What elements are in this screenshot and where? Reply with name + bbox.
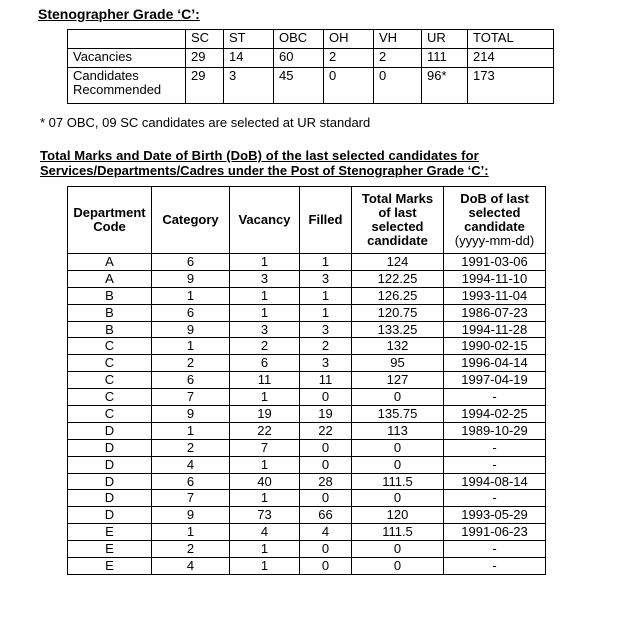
summary-cell: 45 — [274, 68, 324, 104]
summary-row-label: Vacancies — [68, 49, 186, 68]
cell-department-code: A — [68, 254, 152, 271]
summary-cell: 0 — [324, 68, 374, 104]
cell-department-code: E — [68, 541, 152, 558]
header-category: Category — [152, 187, 230, 254]
summary-cell: 96* — [422, 68, 468, 104]
cell-category: 9 — [152, 321, 230, 338]
marks-table — [67, 186, 546, 575]
marks-header-row — [68, 187, 546, 254]
cell-filled: 19 — [300, 406, 352, 423]
table-row — [68, 287, 546, 304]
cell-category: 4 — [152, 558, 230, 575]
cell-total-marks: 0 — [352, 490, 444, 507]
cell-filled: 0 — [300, 456, 352, 473]
cell-category: 2 — [152, 541, 230, 558]
header-line: candidate — [367, 233, 428, 248]
cell-department-code: A — [68, 270, 152, 287]
header-line: Code — [93, 219, 126, 234]
cell-category: 7 — [152, 490, 230, 507]
cell-filled: 4 — [300, 524, 352, 541]
cell-filled: 1 — [300, 304, 352, 321]
cell-vacancy: 73 — [230, 507, 300, 524]
cell-total-marks: 132 — [352, 338, 444, 355]
header-line: selected — [468, 205, 521, 220]
summary-row-label-line: Recommended — [73, 82, 162, 97]
cell-vacancy: 19 — [230, 406, 300, 423]
table-row — [68, 490, 546, 507]
table-row — [68, 338, 546, 355]
header-dob — [444, 187, 546, 254]
cell-department-code: D — [68, 507, 152, 524]
table-row — [68, 473, 546, 490]
summary-cell: 3 — [224, 68, 274, 104]
cell-vacancy: 7 — [230, 439, 300, 456]
cell-category: 1 — [152, 524, 230, 541]
cell-dob: - — [444, 541, 546, 558]
table-row — [68, 524, 546, 541]
cell-department-code: D — [68, 439, 152, 456]
cell-department-code: C — [68, 355, 152, 372]
summary-header-cell: OH — [324, 30, 374, 49]
cell-department-code: B — [68, 287, 152, 304]
cell-dob: 1986-07-23 — [444, 304, 546, 321]
cell-category: 6 — [152, 473, 230, 490]
cell-department-code: C — [68, 389, 152, 406]
header-department-code — [68, 187, 152, 254]
cell-vacancy: 1 — [230, 287, 300, 304]
cell-department-code: E — [68, 558, 152, 575]
cell-filled: 22 — [300, 422, 352, 439]
summary-row-vacancies — [68, 49, 554, 68]
cell-department-code: D — [68, 473, 152, 490]
cell-department-code: B — [68, 304, 152, 321]
cell-category: 9 — [152, 406, 230, 423]
cell-total-marks: 120 — [352, 507, 444, 524]
cell-dob: 1996-04-14 — [444, 355, 546, 372]
cell-total-marks: 135.75 — [352, 406, 444, 423]
summary-cell: 2 — [324, 49, 374, 68]
summary-cell: 111 — [422, 49, 468, 68]
summary-cell: 214 — [468, 49, 554, 68]
header-filled: Filled — [300, 187, 352, 254]
cell-department-code: D — [68, 422, 152, 439]
cell-vacancy: 4 — [230, 524, 300, 541]
cell-category: 1 — [152, 287, 230, 304]
cell-dob: 1991-06-23 — [444, 524, 546, 541]
cell-dob: - — [444, 558, 546, 575]
table-row — [68, 355, 546, 372]
header-vacancy: Vacancy — [230, 187, 300, 254]
summary-row-recommended — [68, 68, 554, 104]
summary-corner-cell — [68, 30, 186, 49]
section-title-marks-line1: Total Marks and Date of Birth (DoB) of the last selected candidates for — [40, 148, 479, 163]
table-row — [68, 321, 546, 338]
marks-table-body — [68, 254, 546, 575]
cell-vacancy: 40 — [230, 473, 300, 490]
summary-header-cell: ST — [224, 30, 274, 49]
section-title-stenographer: Stenographer Grade ‘C’: — [38, 6, 200, 22]
cell-dob: 1994-11-28 — [444, 321, 546, 338]
summary-cell: 29 — [186, 49, 224, 68]
table-row — [68, 389, 546, 406]
cell-filled: 66 — [300, 507, 352, 524]
cell-vacancy: 3 — [230, 270, 300, 287]
header-line: Department — [73, 205, 146, 220]
summary-header-cell: VH — [374, 30, 422, 49]
cell-dob: 1997-04-19 — [444, 372, 546, 389]
summary-header-cell: UR — [422, 30, 468, 49]
header-line: selected — [371, 219, 424, 234]
cell-filled: 0 — [300, 541, 352, 558]
cell-vacancy: 6 — [230, 355, 300, 372]
cell-dob: 1994-08-14 — [444, 473, 546, 490]
cell-department-code: C — [68, 372, 152, 389]
cell-department-code: C — [68, 406, 152, 423]
table-row — [68, 558, 546, 575]
cell-filled: 3 — [300, 355, 352, 372]
cell-vacancy: 1 — [230, 541, 300, 558]
summary-cell: 173 — [468, 68, 554, 104]
summary-cell: 14 — [224, 49, 274, 68]
cell-vacancy: 1 — [230, 558, 300, 575]
summary-cell: 0 — [374, 68, 422, 104]
cell-category: 1 — [152, 338, 230, 355]
cell-dob: 1989-10-29 — [444, 422, 546, 439]
cell-total-marks: 111.5 — [352, 473, 444, 490]
table-row — [68, 507, 546, 524]
cell-filled: 11 — [300, 372, 352, 389]
cell-department-code: E — [68, 524, 152, 541]
cell-category: 7 — [152, 389, 230, 406]
header-line: (yyyy-mm-dd) — [454, 233, 535, 248]
cell-department-code: D — [68, 490, 152, 507]
cell-department-code: C — [68, 338, 152, 355]
header-line: candidate — [464, 219, 525, 234]
cell-vacancy: 1 — [230, 490, 300, 507]
summary-row-label-line: Candidates — [73, 68, 139, 83]
cell-filled: 0 — [300, 490, 352, 507]
header-total-marks — [352, 187, 444, 254]
cell-department-code: D — [68, 456, 152, 473]
cell-total-marks: 122.25 — [352, 270, 444, 287]
cell-dob: 1990-02-15 — [444, 338, 546, 355]
summary-header-cell: TOTAL — [468, 30, 554, 49]
cell-filled: 3 — [300, 270, 352, 287]
cell-total-marks: 133.25 — [352, 321, 444, 338]
cell-category: 6 — [152, 254, 230, 271]
cell-vacancy: 11 — [230, 372, 300, 389]
cell-vacancy: 1 — [230, 304, 300, 321]
cell-total-marks: 0 — [352, 558, 444, 575]
cell-category: 4 — [152, 456, 230, 473]
cell-dob: 1994-11-10 — [444, 270, 546, 287]
cell-dob: - — [444, 439, 546, 456]
cell-category: 1 — [152, 422, 230, 439]
cell-dob: - — [444, 490, 546, 507]
summary-cell: 60 — [274, 49, 324, 68]
footnote: * 07 OBC, 09 SC candidates are selected at UR standard — [40, 115, 371, 130]
summary-table — [67, 29, 554, 104]
cell-vacancy: 1 — [230, 254, 300, 271]
cell-total-marks: 120.75 — [352, 304, 444, 321]
summary-cell: 29 — [186, 68, 224, 104]
cell-dob: 1991-03-06 — [444, 254, 546, 271]
table-row — [68, 406, 546, 423]
cell-vacancy: 3 — [230, 321, 300, 338]
cell-category: 6 — [152, 304, 230, 321]
summary-row-label — [68, 68, 186, 104]
table-row — [68, 254, 546, 271]
cell-filled: 0 — [300, 439, 352, 456]
table-row — [68, 270, 546, 287]
cell-total-marks: 113 — [352, 422, 444, 439]
cell-vacancy: 1 — [230, 456, 300, 473]
cell-dob: 1994-02-25 — [444, 406, 546, 423]
cell-total-marks: 0 — [352, 389, 444, 406]
cell-filled: 1 — [300, 287, 352, 304]
cell-total-marks: 124 — [352, 254, 444, 271]
header-line: Total Marks — [361, 191, 434, 206]
cell-category: 9 — [152, 270, 230, 287]
cell-category: 2 — [152, 439, 230, 456]
table-row — [68, 422, 546, 439]
table-row — [68, 372, 546, 389]
cell-total-marks: 95 — [352, 355, 444, 372]
summary-header-row — [68, 30, 554, 49]
cell-total-marks: 127 — [352, 372, 444, 389]
cell-category: 2 — [152, 355, 230, 372]
header-line: of last — [378, 205, 417, 220]
cell-total-marks: 111.5 — [352, 524, 444, 541]
cell-vacancy: 22 — [230, 422, 300, 439]
cell-vacancy: 1 — [230, 389, 300, 406]
cell-vacancy: 2 — [230, 338, 300, 355]
table-row — [68, 456, 546, 473]
table-row — [68, 304, 546, 321]
header-line: DoB of last — [460, 191, 529, 206]
cell-dob: 1993-11-04 — [444, 287, 546, 304]
cell-total-marks: 0 — [352, 456, 444, 473]
cell-category: 9 — [152, 507, 230, 524]
summary-header-cell: SC — [186, 30, 224, 49]
cell-filled: 1 — [300, 254, 352, 271]
cell-total-marks: 0 — [352, 439, 444, 456]
cell-total-marks: 126.25 — [352, 287, 444, 304]
cell-total-marks: 0 — [352, 541, 444, 558]
cell-dob: - — [444, 456, 546, 473]
section-title-marks-line2: Services/Departments/Cadres under the Post of Stenographer Grade ‘C’: — [40, 163, 489, 178]
table-row — [68, 541, 546, 558]
cell-department-code: B — [68, 321, 152, 338]
summary-header-cell: OBC — [274, 30, 324, 49]
cell-dob: - — [444, 389, 546, 406]
cell-filled: 28 — [300, 473, 352, 490]
cell-filled: 2 — [300, 338, 352, 355]
cell-filled: 0 — [300, 389, 352, 406]
cell-dob: 1993-05-29 — [444, 507, 546, 524]
table-row — [68, 439, 546, 456]
summary-cell: 2 — [374, 49, 422, 68]
cell-category: 6 — [152, 372, 230, 389]
cell-filled: 0 — [300, 558, 352, 575]
cell-filled: 3 — [300, 321, 352, 338]
